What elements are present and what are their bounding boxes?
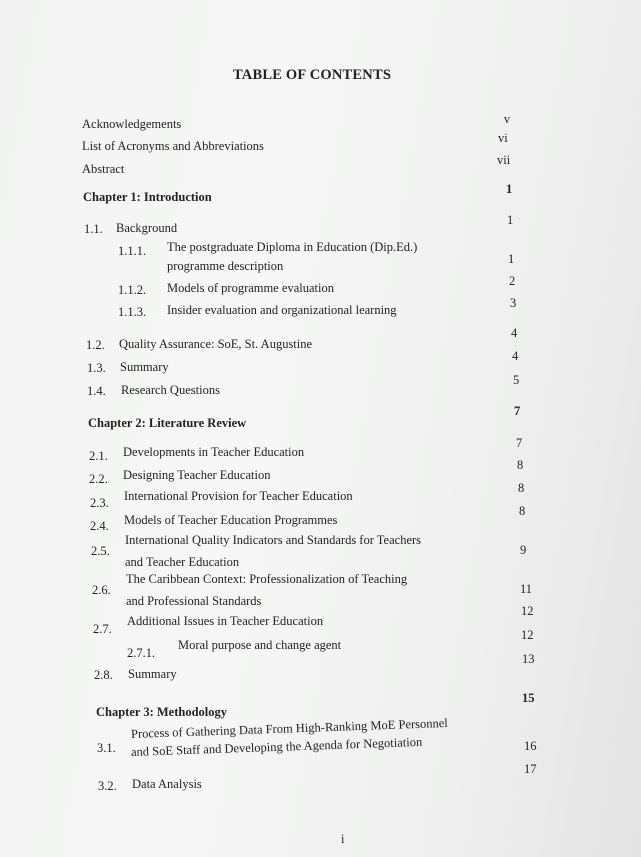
section-label: Quality Assurance: SoE, St. Augustine	[119, 337, 313, 351]
page-title: TABLE OF CONTENTS	[233, 67, 392, 83]
section-number: 1.1.	[84, 222, 103, 236]
section-label-cont: and SoE Staff and Developing the Agenda for Negotiation	[130, 734, 423, 759]
section-label: Background	[116, 221, 178, 235]
section-page: 8	[518, 481, 525, 495]
section-label: Summary	[128, 667, 177, 681]
toc-entry-label: Abstract	[82, 162, 125, 176]
section-page: 4	[512, 349, 519, 363]
section-page: 8	[517, 458, 524, 472]
section-page: 8	[519, 504, 526, 518]
section-label: The Caribbean Context: Professionalization of Teaching	[126, 572, 408, 586]
section-label: Summary	[120, 360, 169, 374]
section-number: 2.5.	[91, 544, 110, 558]
section-page: 11	[520, 582, 533, 596]
section-label: Additional Issues in Teacher Education	[127, 614, 324, 628]
section-page: 17	[524, 762, 537, 776]
chapter-heading: Chapter 2: Literature Review	[88, 416, 247, 430]
subsection-label: Insider evaluation and organizational learning	[167, 303, 397, 317]
section-label-cont: and Professional Standards	[126, 594, 262, 608]
section-number: 3.2.	[98, 779, 117, 793]
section-label-cont: and Teacher Education	[125, 555, 240, 569]
section-page: 16	[524, 739, 537, 753]
section-label: Designing Teacher Education	[123, 468, 271, 482]
section-number: 1.3.	[87, 361, 106, 375]
section-label: Data Analysis	[132, 777, 202, 791]
section-number: 2.4.	[90, 519, 109, 533]
section-label: Process of Gathering Data From High-Ranking MoE Personnel	[130, 715, 449, 741]
section-page: 5	[513, 373, 520, 387]
section-number: 3.1.	[97, 741, 116, 755]
toc-entry-label: Acknowledgements	[82, 117, 182, 131]
section-label: International Quality Indicators and Standards for Teachers	[125, 533, 422, 547]
section-number: 2.1.	[89, 449, 108, 463]
subsection-number: 1.1.1.	[118, 244, 147, 258]
subsection-page: 12	[521, 628, 534, 642]
section-page: 1	[507, 213, 514, 227]
section-number: 2.6.	[92, 583, 111, 597]
subsection-page: 2	[509, 274, 516, 288]
page-number: i	[341, 832, 345, 846]
section-number: 2.7.	[93, 622, 112, 636]
chapter-page: 7	[514, 404, 521, 418]
section-number: 2.3.	[90, 496, 109, 510]
section-number: 2.8.	[94, 668, 113, 682]
section-page: 7	[516, 436, 523, 450]
section-page: 12	[521, 604, 534, 618]
section-number: 1.4.	[87, 384, 106, 398]
subsection-number: 2.7.1.	[127, 646, 156, 660]
subsection-number: 1.1.3.	[118, 305, 147, 319]
section-page: 9	[520, 543, 527, 557]
section-number: 1.2.	[86, 338, 105, 352]
chapter-heading: Chapter 3: Methodology	[96, 705, 228, 719]
chapter-page: 15	[522, 691, 535, 705]
section-label: Developments in Teacher Education	[123, 445, 305, 459]
toc-entry-page: vii	[497, 153, 511, 167]
section-number: 2.2.	[89, 472, 108, 486]
toc-entry-page: v	[503, 112, 511, 126]
subsection-label-cont: programme description	[167, 259, 284, 273]
subsection-label: Models of programme evaluation	[167, 281, 334, 295]
section-page: 4	[511, 326, 518, 340]
subsection-page: 3	[510, 296, 517, 310]
section-page: 13	[522, 652, 535, 666]
subsection-page: 1	[508, 252, 515, 266]
section-label: Models of Teacher Education Programmes	[124, 513, 338, 527]
chapter-heading: Chapter 1: Introduction	[83, 190, 212, 204]
section-label: International Provision for Teacher Education	[124, 489, 353, 503]
subsection-label: Moral purpose and change agent	[178, 638, 342, 652]
section-label: Research Questions	[121, 383, 220, 397]
subsection-label: The postgraduate Diploma in Education (Dip.Ed.)	[167, 240, 418, 254]
subsection-number: 1.1.2.	[118, 283, 147, 297]
toc-entry-page: vi	[498, 131, 508, 145]
chapter-page: 1	[506, 182, 513, 196]
toc-entry-label: List of Acronyms and Abbreviations	[82, 139, 264, 153]
